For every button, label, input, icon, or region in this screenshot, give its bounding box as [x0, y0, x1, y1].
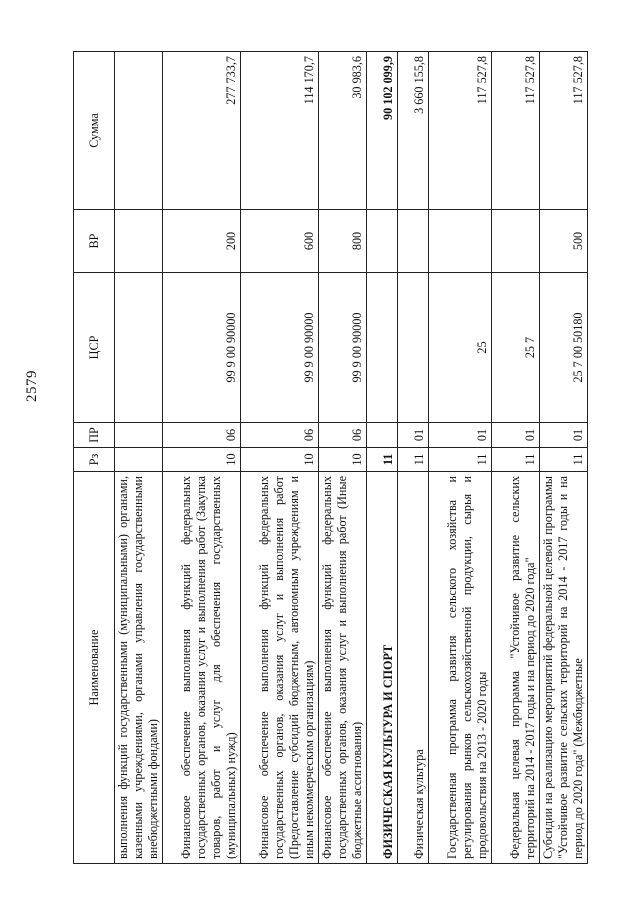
row-name: Финансовое обеспечение выполнения функций федеральных государственных органов, оказания услуг и выполнения работ (Иные бюджетные ассигнования) [319, 472, 367, 864]
row-rz: 10 [163, 448, 241, 472]
row-sum: 90 102 099,9 [367, 52, 398, 210]
row-vr [398, 210, 429, 273]
table-header-row [74, 52, 115, 864]
row-name: Физическая культура [398, 472, 429, 864]
row-rz: 11 [540, 448, 588, 472]
row-vr: 500 [540, 210, 588, 273]
header-name: Наименование [74, 472, 115, 864]
row-name: Субсидии на реализацию мероприятий федеральной целевой программы "Устойчивое развитие сельских территорий на 2014 - 2017 годы и на период до 2020 года" (Межбюджетные [540, 472, 588, 864]
table-row [115, 52, 163, 864]
row-rz: 10 [241, 448, 319, 472]
row-sum: 3 660 155,8 [398, 52, 429, 210]
row-pr [115, 423, 163, 448]
row-sum: 30 983,6 [319, 52, 367, 210]
table-row [540, 52, 588, 864]
row-sum: 117 527,8 [540, 52, 588, 210]
row-pr: 01 [429, 423, 492, 448]
row-name: Финансовое обеспечение выполнения функций федеральных государственных органов, оказания услуг и выполнения работ (Закупка товаров, работ и услуг для обеспечения государственных (муниципальных) нужд) [163, 472, 241, 864]
row-vr [492, 210, 540, 273]
row-pr: 01 [540, 423, 588, 448]
row-csr: 99 9 00 90000 [319, 273, 367, 423]
row-csr [398, 273, 429, 423]
row-rz: 11 [429, 448, 492, 472]
rotated-page-content [73, 52, 606, 864]
row-csr: 99 9 00 90000 [241, 273, 319, 423]
row-vr: 800 [319, 210, 367, 273]
row-sum: 117 527,8 [492, 52, 540, 210]
row-vr: 600 [241, 210, 319, 273]
row-pr: 01 [398, 423, 429, 448]
row-csr: 25 7 00 50180 [540, 273, 588, 423]
table-row [163, 52, 241, 864]
row-sum: 277 733,7 [163, 52, 241, 210]
row-name: ФИЗИЧЕСКАЯ КУЛЬТУРА И СПОРТ [367, 472, 398, 864]
row-name: Государственная программа развития сельского хозяйства и регулирования рынков сельскохозяйственной продукции, сырья и продовольствия на 2013 - 2020 годы [429, 472, 492, 864]
row-rz [115, 448, 163, 472]
row-vr [115, 210, 163, 273]
row-csr: 25 [429, 273, 492, 423]
row-csr: 25 7 [492, 273, 540, 423]
budget-table [73, 51, 588, 864]
table-row [319, 52, 367, 864]
table-row-section [367, 52, 398, 864]
row-rz: 11 [398, 448, 429, 472]
header-csr: ЦСР [74, 273, 115, 423]
row-rz: 11 [367, 448, 398, 472]
row-pr: 06 [319, 423, 367, 448]
row-pr [367, 423, 398, 448]
header-rz: Рз [74, 448, 115, 472]
row-pr: 06 [241, 423, 319, 448]
table-row [398, 52, 429, 864]
table-row [241, 52, 319, 864]
row-rz: 10 [319, 448, 367, 472]
row-sum: 117 527,8 [429, 52, 492, 210]
row-csr [115, 273, 163, 423]
row-name: Федеральная целевая программа "Устойчивое развитие сельских территорий на 2014 - 2017 годы и на период до 2020 года" [492, 472, 540, 864]
row-sum [115, 52, 163, 210]
row-name: выполнения функций государственными (муниципальными) органами, казенными учреждениями, органами управления государственными внебюджетными фондами) [115, 472, 163, 864]
row-csr [367, 273, 398, 423]
header-vr: ВР [74, 210, 115, 273]
row-csr: 99 9 00 90000 [163, 273, 241, 423]
table-row [492, 52, 540, 864]
row-name: Финансовое обеспечение выполнения функций федеральных государственных органов, оказания услуг и выполнения работ (Предоставление субсидий бюджетным, автономным учреждениям и иным некоммерческим организациям) [241, 472, 319, 864]
header-pr: ПР [74, 423, 115, 448]
row-vr [429, 210, 492, 273]
row-vr [367, 210, 398, 273]
table-row [429, 52, 492, 864]
row-rz: 11 [492, 448, 540, 472]
page-number: 2579 [24, 370, 40, 402]
row-pr: 01 [492, 423, 540, 448]
row-pr: 06 [163, 423, 241, 448]
row-sum: 114 170,7 [241, 52, 319, 210]
row-vr: 200 [163, 210, 241, 273]
header-sum: Сумма [74, 52, 115, 210]
